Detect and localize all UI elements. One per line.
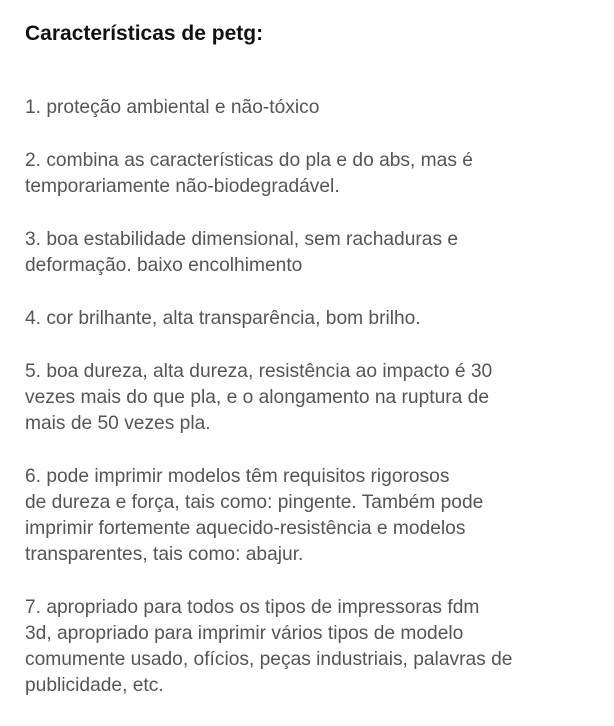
item-text-line: de dureza e força, tais como: pingente. Também pode	[25, 492, 484, 513]
list-item-4	[25, 306, 595, 332]
item-text-line: 3d, apropriado para imprimir vários tipos de modelo	[25, 623, 464, 644]
list-item-5	[25, 359, 595, 437]
item-text-line: transparentes, tais como: abajur.	[25, 544, 304, 565]
item-text-line: 5. boa dureza, alta dureza, resistência ao impacto é 30	[25, 361, 493, 382]
list-item-1	[25, 95, 595, 121]
item-text-line: vezes mais do que pla, e o alongamento na ruptura de	[25, 387, 490, 408]
list-item-7	[25, 595, 595, 699]
item-text-line: mais de 50 vezes pla.	[25, 413, 211, 434]
item-text-line: deformação. baixo encolhimento	[25, 255, 303, 276]
item-text-line: 7. apropriado para todos os tipos de impressoras fdm	[25, 597, 480, 618]
list-item-2	[25, 148, 595, 200]
item-text-line: 1. proteção ambiental e não-tóxico	[25, 97, 320, 118]
item-text-line: 3. boa estabilidade dimensional, sem rachaduras e	[25, 229, 459, 250]
item-text-line: temporariamente não-biodegradável.	[25, 176, 340, 197]
item-text-line: comumente usado, ofícios, peças industriais, palavras de	[25, 649, 513, 670]
document	[25, 20, 595, 726]
item-text-line: imprimir fortemente aquecido-resistência e modelos	[25, 518, 466, 539]
item-text-line: 2. combina as características do pla e do abs, mas é	[25, 150, 473, 171]
item-text-line: publicidade, etc.	[25, 675, 164, 696]
list-item-6	[25, 464, 595, 568]
item-text-line: 6. pode imprimir modelos têm requisitos rigorosos	[25, 466, 450, 487]
page-title: Características de petg:	[25, 22, 264, 45]
list-item-3	[25, 227, 595, 279]
item-text-line: 4. cor brilhante, alta transparência, bom brilho.	[25, 308, 421, 329]
